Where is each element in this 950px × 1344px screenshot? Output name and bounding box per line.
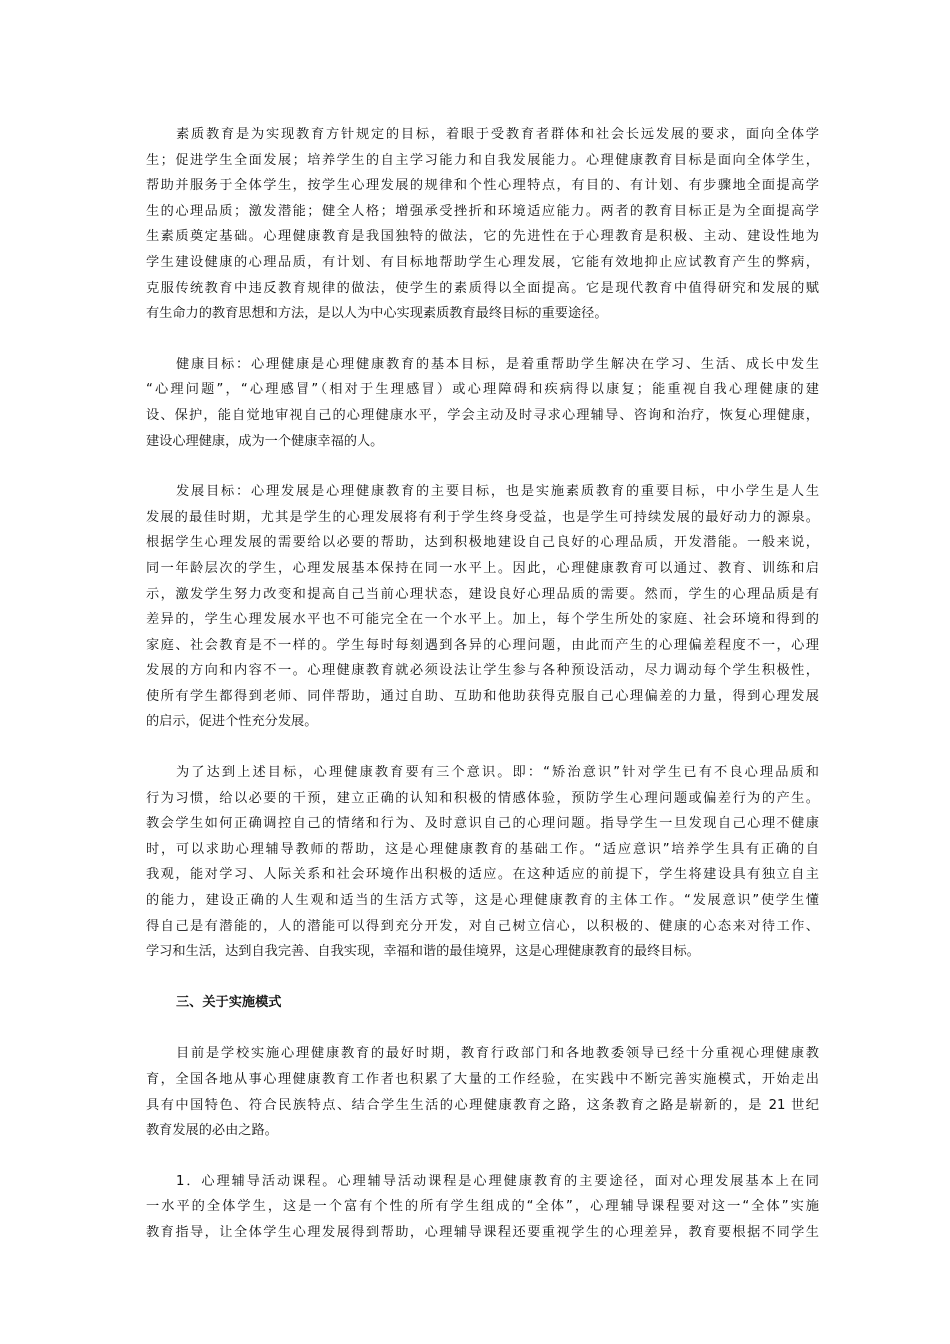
text-line: 示，激发学生努力改变和提高自己当前心理状态，建设良好心理品质的需要。然而，学生的心理品质是有	[146, 586, 819, 602]
text-line: 有生命力的教育思想和方法，是以人为中心实现素质教育最终目标的重要途径。	[146, 306, 608, 322]
text-line: 教会学生如何正确调控自己的情绪和行为、及时意识自己的心理问题。指导学生一旦发现自己心理不健康	[146, 816, 819, 832]
text-span: 心理健康是心理健康教育的基本目标，是着重帮助学生解决在学习、生活、成长中发生	[250, 356, 819, 372]
text-line: 学习和生活，达到自我完善、自我实现，幸福和谐的最佳境界，这是心理健康教育的最终目标。	[146, 944, 700, 960]
text-line: 使所有学生都得到老师、同伴帮助，通过自助、互助和他助获得克服自己心理偏差的力量，得到心理发展	[146, 688, 819, 704]
text-line: 建设心理健康，成为一个健康幸福的人。	[146, 433, 384, 449]
text-line: 发展的最佳时期，尤其是学生的心理发展将有利于学生终身受益，也是学生可持续发展的最好动力的源泉。	[146, 509, 819, 525]
paragraph-health-goal	[146, 352, 819, 454]
text-line: 生；促进学生全面发展；培养学生的自主学习能力和自我发展能力。心理健康教育目标是面向全体学生，	[146, 152, 819, 168]
text-line: 的能力，建设正确的人生观和适当的生活方式等，这是心理健康教育的主体工作。“发展意识”使学生懂	[146, 893, 819, 909]
document-page	[146, 122, 819, 1271]
text-line: 学生建设健康的心理品质，有计划、有目标地帮助学生心理发展，它能有效地抑止应试教育产生的弊病，	[146, 254, 819, 270]
paragraph-counseling-course	[146, 1169, 819, 1246]
text-line: 发展的方向和内容不一。心理健康教育就必须设法让学生参与各种预设活动，尽力调动每个学生积极性，	[146, 663, 819, 679]
paragraph-three-awareness	[146, 760, 819, 965]
paragraph-quality-education	[146, 122, 819, 327]
text-line: 具有中国特色、符合民族特点、结合学生生活的心理健康教育之路，这条教育之路是崭新的，是 21 世纪	[146, 1097, 819, 1113]
text-line: 素质教育是为实现教育方针规定的目标，着眼于受教育者群体和社会长远发展的要求，面向全体学	[176, 127, 819, 142]
text-line: 根据学生心理发展的需要给以必要的帮助，达到积极地建设自己良好的心理品质，开发潜能。一般来说，	[146, 535, 819, 551]
text-line: 生的心理品质；激发潜能；健全人格；增强承受挫折和环境适应能力。两者的教育目标正是为全面提高学	[146, 203, 819, 219]
text-line: 育，全国各地从事心理健康教育工作者也积累了大量的工作经验，在实践中不断完善实施模式，开始走出	[146, 1072, 819, 1087]
text-line: 得自己是有潜能的，人的潜能可以得到充分开发，对自己树立信心，以积极的、健康的心态来对待工作、	[146, 918, 819, 934]
text-span: 心理发展是心理健康教育的主要目标，也是实施素质教育的重要目标，中小学生是人生	[250, 484, 819, 500]
text-line: 差异的，学生心理发展水平也不可能完全在一个水平上。加上，每个学生所处的家庭、社会环境和得到的	[146, 612, 819, 628]
text-line: 同一年龄层次的学生，心理发展基本保持在同一水平上。因此，心理健康教育可以通过、教育、训练和启	[146, 560, 819, 576]
text-line: 教育发展的必由之路。	[146, 1123, 278, 1139]
paragraph-implementation	[146, 1041, 819, 1143]
text-line: 家庭、社会教育是不一样的。学生每时每刻遇到各异的心理问题，由此而产生的心理偏差程度不一，心理	[146, 637, 819, 653]
text-line: 时，可以求助心理辅导教师的帮助，这是心理健康教育的基础工作。“适应意识”培养学生具有正确的自	[146, 841, 819, 857]
text-line: 帮助并服务于全体学生，按学生心理发展的规律和个性心理特点，有目的、有计划、有步骤地全面提高学	[146, 178, 819, 194]
text-line: 为了达到上述目标，心理健康教育要有三个意识。即：“矫治意识”针对学生已有不良心理品质和	[176, 765, 819, 781]
text-line: “心理问题”，“心理感冒”（相对于生理感冒）或心理障碍和疾病得以康复；能重视自我心理健康的建	[146, 382, 819, 398]
text-line: 的启示，促进个性充分发展。	[146, 714, 318, 730]
development-goal-lead: 发展目标：	[176, 484, 251, 500]
text-line: 行为习惯，给以必要的干预，建立正确的认知和积极的情感体验，预防学生心理问题或偏差行为的产生。	[146, 790, 819, 806]
text-line: 目前是学校实施心理健康教育的最好时期，教育行政部门和各地教委领导已经十分重视心理健康教	[176, 1046, 819, 1062]
text-line: 生素质奠定基础。心理健康教育是我国独特的做法，它的先进性在于心理教育是积极、主动、建设性地为	[146, 229, 819, 245]
text-line: 1．心理辅导活动课程。心理辅导活动课程是心理健康教育的主要途径，面对心理发展基本上在同	[176, 1173, 819, 1189]
text-line: 教育指导，让全体学生心理发展得到帮助，心理辅导课程还要重视学生的心理差异，教育要根据不同学生	[146, 1224, 819, 1240]
text-line: 克服传统教育中违反教育规律的做法，使学生的素质得以全面提高。它是现代教育中值得研究和发展的赋	[146, 280, 819, 296]
text-line: 我观，能对学习、人际关系和社会环境作出积极的适应。在这种适应的前提下，学生将建设具有独立自主	[146, 867, 819, 883]
health-goal-lead: 健康目标：	[176, 356, 251, 372]
text-line	[146, 479, 819, 505]
text-line: 一水平的全体学生，这是一个富有个性的所有学生组成的“全体”，心理辅导课程要对这一“全体”实施	[146, 1199, 819, 1215]
text-line: 设、保护，能自觉地审视自己的心理健康水平，学会主动及时寻求心理辅导、咨询和治疗，恢复心理健康，	[146, 407, 819, 423]
paragraph-development-goal	[146, 479, 819, 735]
text-line	[146, 352, 819, 378]
section-heading: 三、关于实施模式	[176, 994, 282, 1010]
